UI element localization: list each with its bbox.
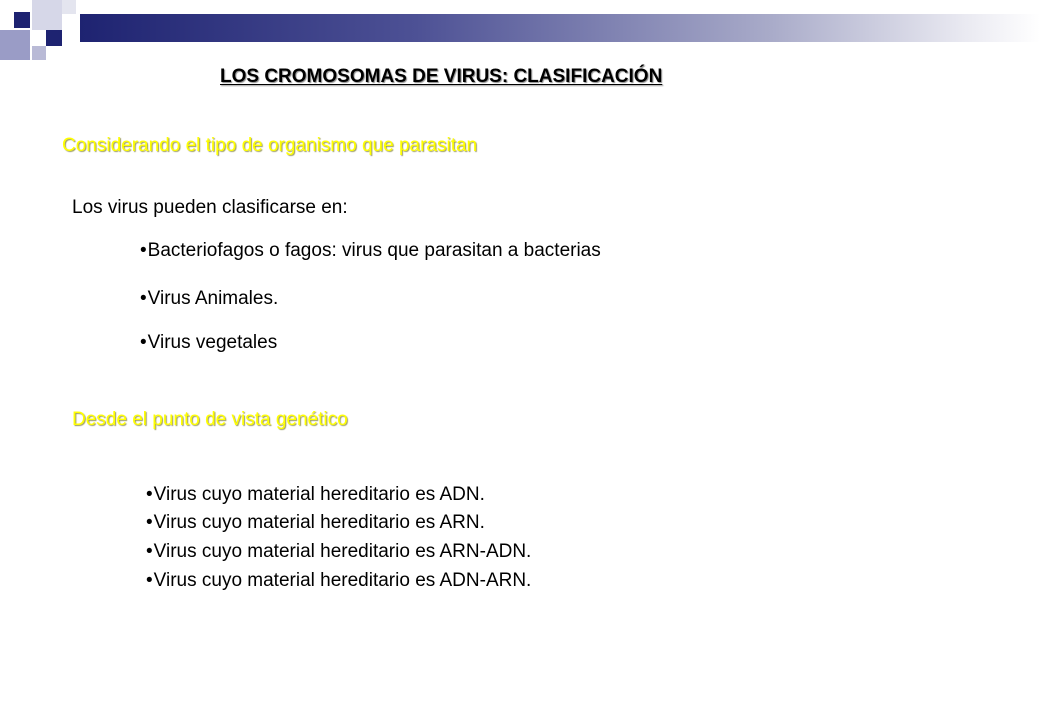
list-item-label: Virus cuyo material hereditario es ADN. [153, 484, 485, 505]
corner-square-dark-small [46, 30, 62, 46]
corner-square-light [32, 0, 62, 30]
list-item-label: Virus vegetales [147, 332, 278, 353]
list-item [146, 484, 485, 506]
list-item [146, 512, 485, 534]
list-item [140, 240, 601, 262]
section2-heading: Desde el punto de vista genético [72, 409, 348, 430]
bullet-icon: • [146, 512, 153, 533]
list-item [146, 541, 531, 563]
corner-square-mid [0, 30, 30, 60]
bullet-icon: • [146, 541, 153, 562]
corner-square-faint [62, 0, 76, 14]
bullet-icon: • [146, 484, 153, 505]
list-item [146, 570, 531, 592]
list-item [140, 288, 278, 310]
list-item-label: Bacteriofagos o fagos: virus que parasitan a bacterias [147, 240, 601, 261]
list-item-label: Virus cuyo material hereditario es ADN-ARN. [153, 570, 532, 591]
slide-title: LOS CROMOSOMAS DE VIRUS: CLASIFICACIÓN [220, 66, 663, 87]
bullet-icon: • [140, 288, 147, 309]
list-item [140, 332, 277, 354]
list-item-label: Virus cuyo material hereditario es ARN-ADN. [153, 541, 532, 562]
list-item-label: Virus Animales. [147, 288, 279, 309]
list-item-label: Virus cuyo material hereditario es ARN. [153, 512, 485, 533]
header-gradient-bar [80, 14, 1040, 42]
corner-square-dark [14, 12, 30, 28]
section1-intro: Los virus pueden clasificarse en: [72, 197, 348, 218]
corner-square-mid-small [32, 46, 46, 60]
bullet-icon: • [140, 240, 147, 261]
bullet-icon: • [140, 332, 147, 353]
section1-heading: Considerando el tipo de organismo que parasitan [62, 135, 478, 156]
bullet-icon: • [146, 570, 153, 591]
